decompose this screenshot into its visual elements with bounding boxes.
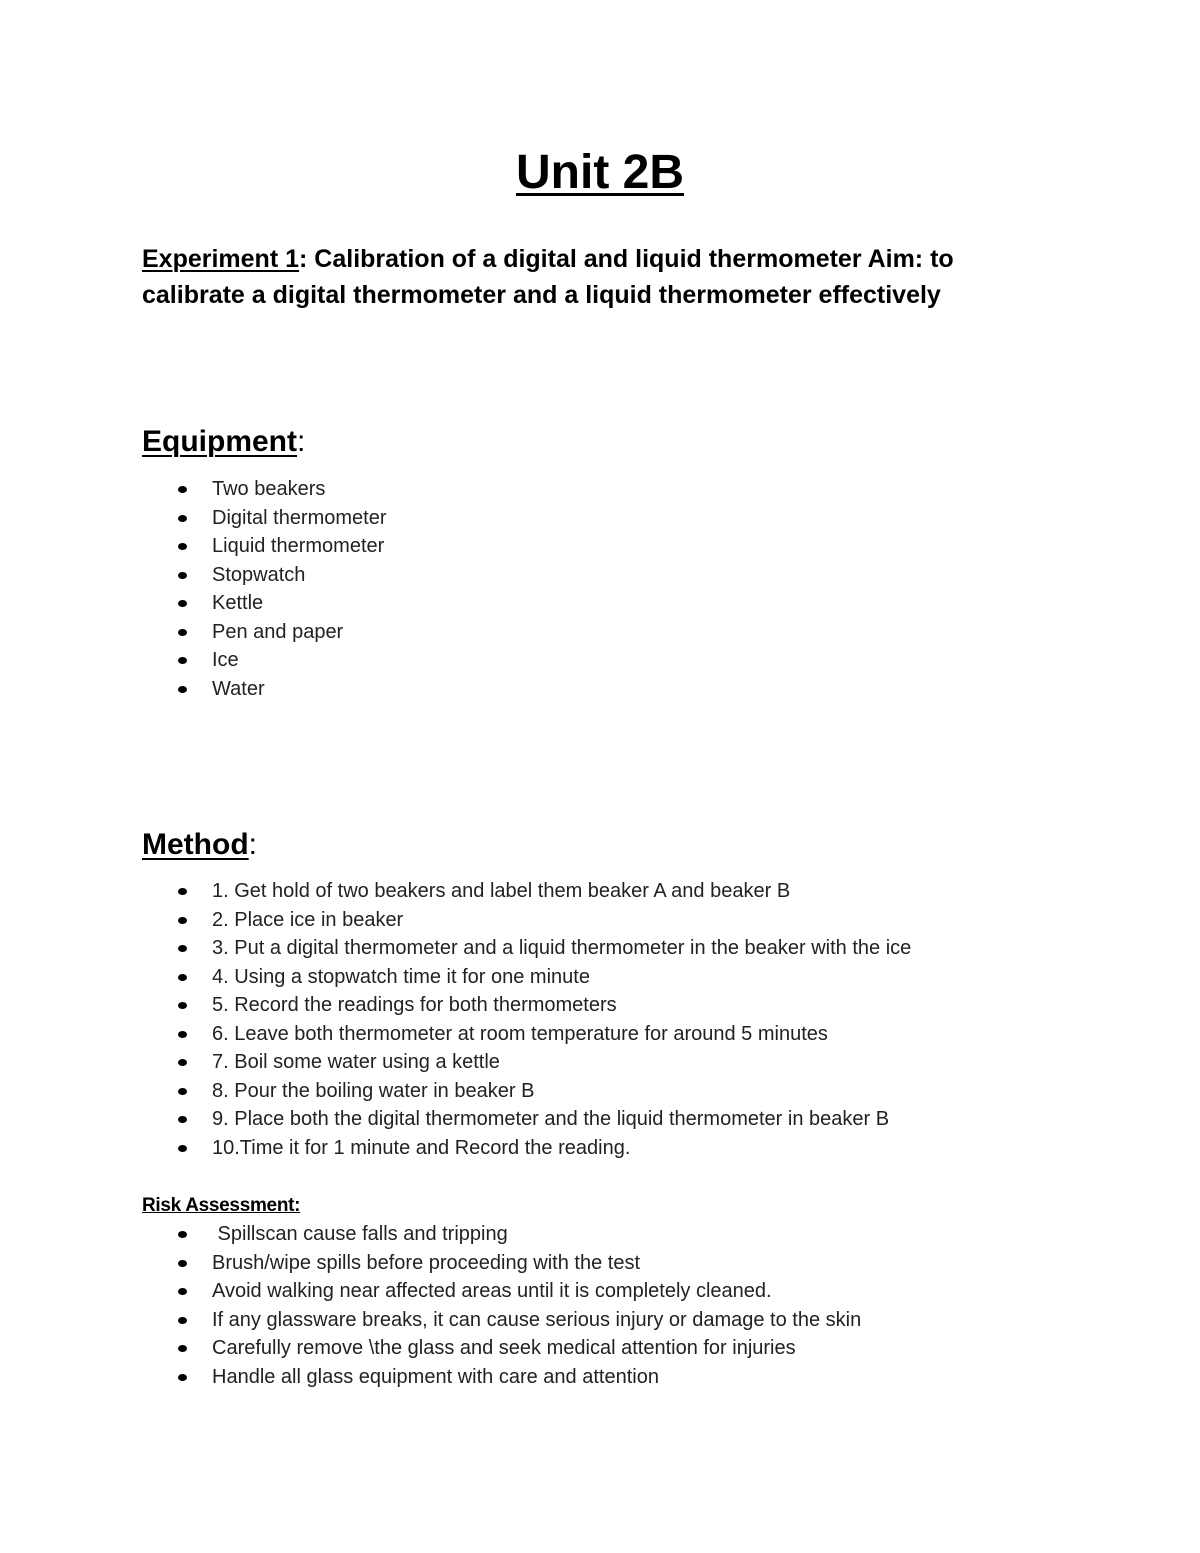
equipment-item: Pen and paper [142, 618, 387, 647]
equipment-item: Water [142, 675, 387, 704]
risk-item: Avoid walking near affected areas until it is completely cleaned. [142, 1277, 861, 1306]
experiment-heading [142, 241, 1062, 313]
method-step: 9. Place both the digital thermometer and the liquid thermometer in beaker B [142, 1105, 911, 1134]
method-step: 5. Record the readings for both thermometers [142, 991, 911, 1020]
equipment-item: Kettle [142, 589, 387, 618]
risk-item: If any glassware breaks, it can cause serious injury or damage to the skin [142, 1306, 861, 1335]
equipment-heading-colon: : [297, 425, 306, 458]
method-step: 6. Leave both thermometer at room temperature for around 5 minutes [142, 1020, 911, 1049]
risk-item: Handle all glass equipment with care and attention [142, 1363, 861, 1392]
risk-assessment-heading: Risk Assessment: [142, 1195, 301, 1216]
method-heading-colon: : [248, 828, 257, 861]
risk-assessment-list [142, 1220, 861, 1391]
method-step: 7. Boil some water using a kettle [142, 1048, 911, 1077]
page-title-text: Unit 2B [516, 146, 684, 199]
equipment-item: Two beakers [142, 475, 387, 504]
experiment-description: : Calibration of a digital and liquid thermometer Aim: to calibrate a digital thermometer and a liquid thermometer effectively [142, 245, 954, 309]
method-list [142, 877, 911, 1162]
equipment-heading [142, 424, 305, 460]
method-step: 1. Get hold of two beakers and label them beaker A and beaker B [142, 877, 911, 906]
method-step: 3. Put a digital thermometer and a liquid thermometer in the beaker with the ice [142, 934, 911, 963]
method-step: 2. Place ice in beaker [142, 906, 911, 935]
method-step: 4. Using a stopwatch time it for one minute [142, 963, 911, 992]
page-title [0, 142, 1200, 204]
equipment-heading-text: Equipment [142, 425, 297, 458]
method-step: 8. Pour the boiling water in beaker B [142, 1077, 911, 1106]
experiment-label: Experiment 1 [142, 245, 300, 273]
method-heading-text: Method [142, 828, 249, 861]
equipment-item: Liquid thermometer [142, 532, 387, 561]
risk-item: Spillscan cause falls and tripping [142, 1220, 861, 1249]
equipment-item: Digital thermometer [142, 504, 387, 533]
method-step: 10.Time it for 1 minute and Record the reading. [142, 1134, 911, 1163]
risk-item: Brush/wipe spills before proceeding with the test [142, 1249, 861, 1278]
equipment-item: Ice [142, 646, 387, 675]
equipment-item: Stopwatch [142, 561, 387, 590]
risk-item: Carefully remove \the glass and seek medical attention for injuries [142, 1334, 861, 1363]
equipment-list [142, 475, 387, 703]
method-heading [142, 827, 257, 863]
